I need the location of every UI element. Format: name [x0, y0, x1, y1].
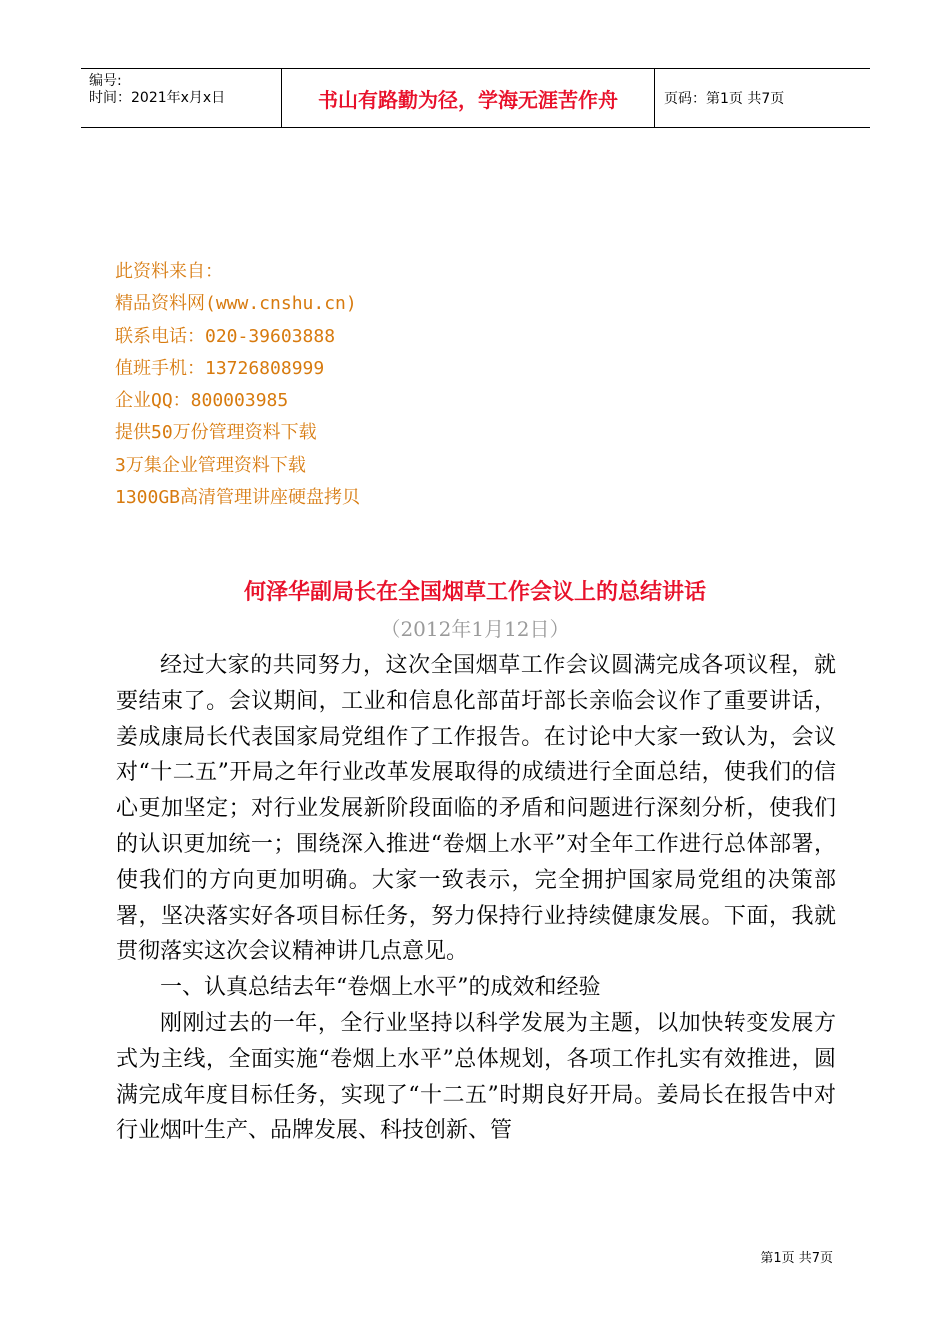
header-info-cell	[81, 69, 282, 127]
section-heading: 一、认真总结去年“卷烟上水平”的成效和经验	[160, 975, 601, 1001]
source-line: 提供50万份管理资料下载	[115, 422, 317, 444]
article-date: （2012年1月12日）	[380, 617, 570, 641]
page-header	[81, 68, 870, 128]
header-page-label: 页码：第1页 共7页	[664, 91, 785, 107]
source-line: 3万集企业管理资料下载	[115, 454, 306, 476]
source-line: 联系电话：020-39603888	[115, 325, 336, 347]
header-motto-cell	[282, 69, 655, 127]
source-line: 此资料来自：	[115, 261, 223, 282]
source-line: 值班手机：13726808999	[115, 357, 325, 379]
motto: 书山有路勤为径，学海无涯苦作舟	[318, 87, 618, 112]
source-line: 1300GB高清管理讲座硬盘拷贝	[115, 487, 361, 509]
article-title: 何泽华副局长在全国烟草工作会议上的总结讲话	[243, 580, 706, 605]
number-label: 编号:	[89, 73, 122, 89]
article-body	[116, 648, 836, 1149]
source-line: 精品资料网(www.cnshu.cn)	[115, 293, 357, 315]
time-label: 时间：2021年x月x日	[89, 90, 226, 106]
page-footer: 第1页 共7页	[760, 1251, 833, 1266]
source-line: 企业QQ：800003985	[115, 390, 289, 412]
header-page-cell	[655, 69, 870, 127]
source-info	[115, 256, 360, 514]
paragraph: 经过大家的共同努力，这次全国烟草工作会议圆满完成各项议程，就要结束了。会议期间，工业和信息化部苗圩部长亲临会议作了重要讲话，姜成康局长代表国家局党组作了工作报告。在讨论中大家一致认为，会议对“十二五”开局之年行业改革发展取得的成绩进行全面总结，使我们的信心更加坚定；对行业发展新阶段面临的矛盾和问题进行深刻分析，使我们的认识更加统一；围绕深入推进“卷烟上水平”对全年工作进行总体部署，使我们的方向更加明确。大家一致表示，完全拥护国家局党组的决策部署，坚决落实好各项目标任务，努力保持行业持续健康发展。下面，我就贯彻落实这次会议精神讲几点意见。	[116, 653, 836, 965]
paragraph: 刚刚过去的一年，全行业坚持以科学发展为主题，以加快转变发展方式为主线，全面实施“卷烟上水平”总体规划，各项工作扎实有效推进，圆满完成年度目标任务，实现了“十二五”时期良好开局。姜局长在报告中对行业烟叶生产、品牌发展、科技创新、管	[116, 1010, 836, 1144]
